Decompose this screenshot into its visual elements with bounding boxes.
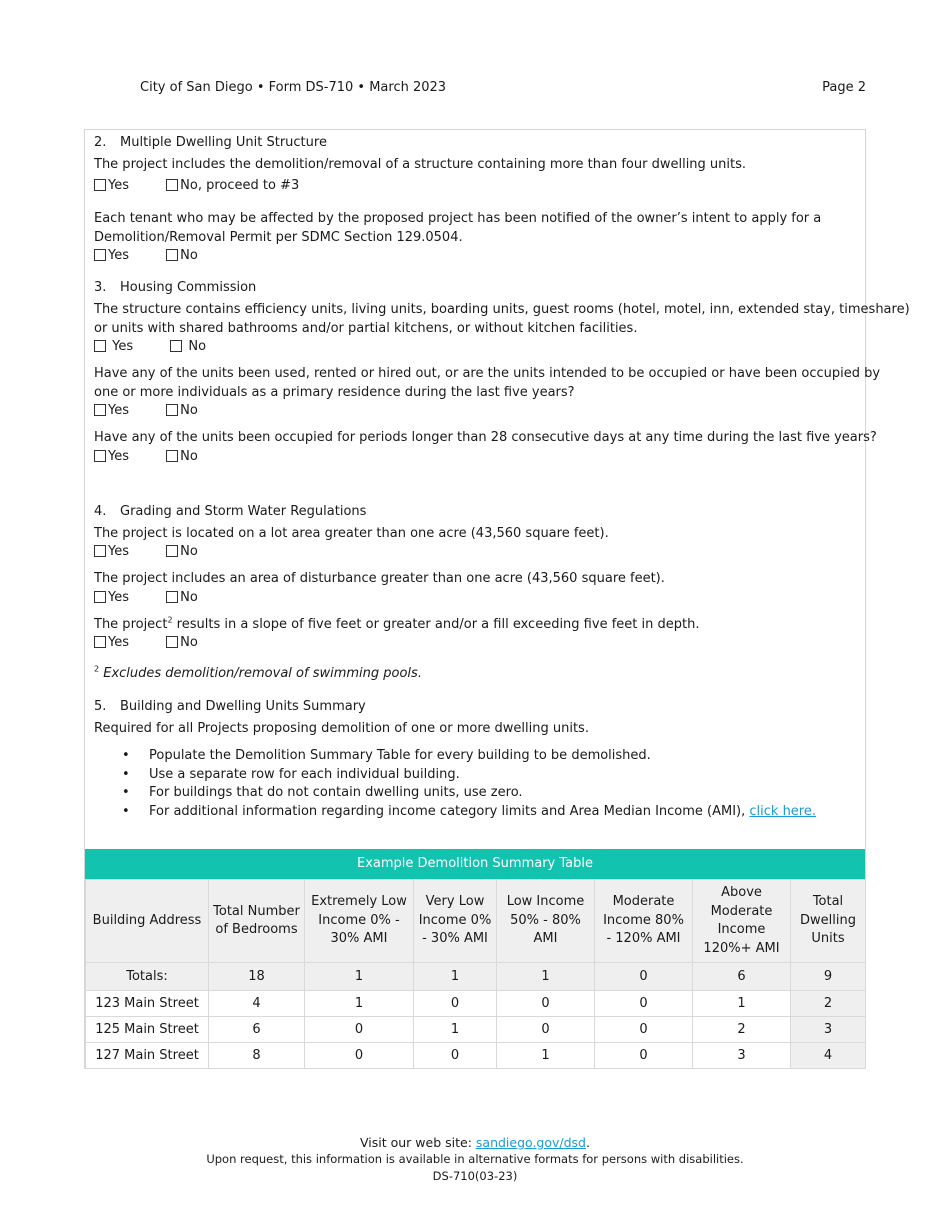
table-cell: 6: [209, 1017, 305, 1043]
list-item: • For additional information regarding income category limits and Area Median Income (AMI), click here.: [122, 803, 816, 819]
table-cell: 0: [497, 991, 595, 1017]
table-cell: 1: [414, 963, 497, 991]
table-cell: 1: [693, 991, 791, 1017]
s2-q1-yes-option[interactable]: Yes: [94, 177, 129, 195]
section-3-question-2-line-1: Have any of the units been used, rented or hired out, or are the units intended to be occupied or have been occupied by: [94, 366, 881, 381]
list-item: • For buildings that do not contain dwelling units, use zero.: [122, 785, 523, 800]
footnote: $^2$ Excludes demolition/removal of swimming pools.: [94, 664, 422, 681]
column-header: Total Dwelling Units: [791, 880, 866, 963]
demolition-summary-table: [85, 879, 866, 1069]
table-cell: 123 Main Street: [86, 991, 209, 1017]
section-3-question-1-line-1: The structure contains efficiency units, living units, boarding units, guest rooms (hotel, motel, inn, extended stay, timeshare): [94, 302, 910, 317]
table-cell: 9: [791, 963, 866, 991]
table-cell: 3: [693, 1043, 791, 1069]
s2-q2-no-checkbox[interactable]: [166, 249, 178, 261]
column-header: Total Number of Bedrooms: [209, 880, 305, 963]
footnote-ref: 2: [167, 615, 173, 625]
section-2-question-1: The project includes the demolition/removal of a structure containing more than four dwelling units.: [94, 157, 747, 172]
website-link[interactable]: sandiego.gov/dsd: [475, 1135, 586, 1150]
section-4-q3-options: [94, 634, 198, 652]
website-line: Visit our web site: sandiego.gov/dsd.: [360, 1135, 590, 1150]
column-header: Very Low Income 0% - 30% AMI: [414, 880, 497, 963]
s2-q2-yes-option[interactable]: Yes: [94, 247, 129, 265]
ami-info-link[interactable]: click here.: [749, 803, 816, 819]
s4-q1-no-option[interactable]: No: [166, 543, 198, 561]
table-cell: 1: [305, 963, 414, 991]
table-cell: 3: [791, 1017, 866, 1043]
table-cell: 18: [209, 963, 305, 991]
table-cell: 2: [791, 991, 866, 1017]
table-cell: 1: [497, 963, 595, 991]
table-cell: 0: [305, 1017, 414, 1043]
table-cell: 0: [595, 963, 693, 991]
list-item: • Populate the Demolition Summary Table for every building to be demolished.: [122, 748, 651, 763]
column-header: Above Moderate Income 120%+ AMI: [693, 880, 791, 963]
table-cell: 4: [209, 991, 305, 1017]
s4-q3-no-option[interactable]: No: [166, 634, 198, 652]
section-5-bullet-list: [94, 747, 816, 821]
section-3-question-3: Have any of the units been occupied for periods longer than 28 consecutive days at any time during the last five years?: [94, 430, 877, 445]
column-header: Building Address: [86, 880, 209, 963]
table-cell: 1: [497, 1043, 595, 1069]
s4-q1-yes-option[interactable]: Yes: [94, 543, 129, 561]
table-cell: 4: [791, 1043, 866, 1069]
section-5-intro: Required for all Projects proposing demolition of one or more dwelling units.: [94, 721, 589, 736]
column-header: Low Income 50% - 80% AMI: [497, 880, 595, 963]
table-cell: 0: [497, 1017, 595, 1043]
column-header: Moderate Income 80% - 120% AMI: [595, 880, 693, 963]
section-4-question-1: The project is located on a lot area greater than one acre (43,560 square feet).: [94, 526, 609, 541]
page-number: Page 2: [822, 80, 866, 95]
s4-q3-yes-option[interactable]: Yes: [94, 634, 129, 652]
table-cell: 0: [595, 1017, 693, 1043]
table-cell: 0: [305, 1043, 414, 1069]
s3-q1-yes-checkbox[interactable]: [94, 340, 106, 352]
s4-q1-no-checkbox[interactable]: [166, 545, 178, 557]
section-4-q1-options: [94, 543, 198, 561]
s4-q2-no-option[interactable]: No: [166, 589, 198, 607]
section-4-q2-options: [94, 589, 198, 607]
s3-q3-no-checkbox[interactable]: [166, 450, 178, 462]
section-3-question-2-line-2: one or more individuals as a primary residence during the last five years?: [94, 385, 575, 400]
s2-q1-no-checkbox[interactable]: [166, 179, 178, 191]
table-row: [86, 1043, 866, 1069]
section-4-question-2: The project includes an area of disturbance greater than one acre (43,560 square feet).: [94, 571, 665, 586]
table-cell: 2: [693, 1017, 791, 1043]
table-cell: 0: [595, 991, 693, 1017]
s3-q2-no-checkbox[interactable]: [166, 404, 178, 416]
table-cell: 0: [595, 1043, 693, 1069]
table-cell: 127 Main Street: [86, 1043, 209, 1069]
s3-q2-yes-checkbox[interactable]: [94, 404, 106, 416]
table-cell: Totals:: [86, 963, 209, 991]
section-4-heading: 4. Grading and Storm Water Regulations: [94, 504, 367, 519]
table-cell: 6: [693, 963, 791, 991]
table-cell: 0: [414, 991, 497, 1017]
table-cell: 125 Main Street: [86, 1017, 209, 1043]
section-2-question-2-line-1: Each tenant who may be affected by the proposed project has been notified of the owner’s intent to apply for a: [94, 211, 822, 226]
s3-q1-no-option[interactable]: No: [170, 338, 206, 356]
section-2-question-2-line-2: Demolition/Removal Permit per SDMC Section 129.0504.: [94, 230, 463, 245]
form-header-title: City of San Diego • Form DS-710 • March 2023: [140, 80, 447, 95]
section-3-question-1-line-2: or units with shared bathrooms and/or partial kitchens, or without kitchen facilities.: [94, 321, 638, 336]
section-3-q1-options: [94, 338, 206, 356]
form-panel: [84, 129, 910, 1069]
s4-q1-yes-checkbox[interactable]: [94, 545, 106, 557]
page-footer: [0, 1134, 950, 1185]
section-3-q3-options: [94, 448, 198, 466]
table-cell: 1: [414, 1017, 497, 1043]
section-5-heading: 5. Building and Dwelling Units Summary: [94, 699, 366, 714]
s2-q1-yes-checkbox[interactable]: [94, 179, 106, 191]
s3-q3-no-option[interactable]: No: [166, 448, 198, 466]
section-4-question-3: The project$^2$ results in a slope of five feet or greater and/or a fill exceeding five feet in depth.: [94, 615, 700, 632]
table-cell: 1: [305, 991, 414, 1017]
s2-q1-no-option[interactable]: No, proceed to #3: [166, 177, 299, 195]
totals-row: [86, 963, 866, 991]
s4-q2-yes-option[interactable]: Yes: [94, 589, 129, 607]
table-title: Example Demolition Summary Table: [85, 849, 865, 879]
section-2-q2-options: [94, 247, 198, 265]
table-row: [86, 991, 866, 1017]
section-2-q1-options: [94, 177, 299, 195]
section-2-heading: 2. Multiple Dwelling Unit Structure: [94, 135, 327, 150]
table-cell: 8: [209, 1043, 305, 1069]
s2-q2-yes-checkbox[interactable]: [94, 249, 106, 261]
s4-q2-yes-checkbox[interactable]: [94, 591, 106, 603]
form-code: DS-710(03-23): [432, 1169, 518, 1183]
s4-q3-no-checkbox[interactable]: [166, 636, 178, 648]
s4-q2-no-checkbox[interactable]: [166, 591, 178, 603]
s3-q1-no-checkbox[interactable]: [170, 340, 182, 352]
table-header-row: [86, 880, 866, 963]
s4-q3-yes-checkbox[interactable]: [94, 636, 106, 648]
list-item: • Use a separate row for each individual building.: [122, 766, 460, 782]
column-header: Extremely Low Income 0% - 30% AMI: [305, 880, 414, 963]
s3-q3-yes-option[interactable]: Yes: [94, 448, 129, 466]
table-cell: 0: [414, 1043, 497, 1069]
table-row: [86, 1017, 866, 1043]
s2-q2-no-option[interactable]: No: [166, 247, 198, 265]
s3-q3-yes-checkbox[interactable]: [94, 450, 106, 462]
s3-q2-yes-option[interactable]: Yes: [94, 402, 129, 420]
section-3-q2-options: [94, 402, 198, 420]
section-3-heading: 3. Housing Commission: [94, 280, 257, 295]
accessibility-note: Upon request, this information is available in alternative formats for persons with disabilities.: [206, 1152, 744, 1166]
s3-q2-no-option[interactable]: No: [166, 402, 198, 420]
s3-q1-yes-option[interactable]: Yes: [94, 338, 133, 356]
